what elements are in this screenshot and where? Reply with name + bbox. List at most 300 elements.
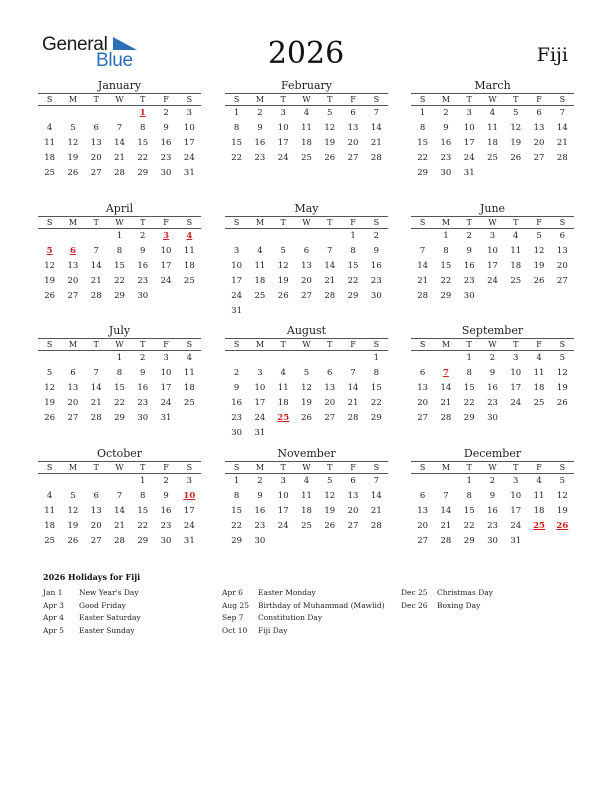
day-cell: 7 (559, 108, 566, 118)
day-cell: 16 (370, 261, 382, 271)
day-cell: 30 (231, 428, 243, 438)
holiday-entry (43, 625, 141, 638)
day-cell: 11 (44, 138, 56, 148)
empty-day-cell (341, 304, 364, 319)
day-cell: 26 (67, 168, 79, 178)
day-cell: 19 (556, 506, 568, 516)
day-cell: 16 (254, 138, 266, 148)
holiday-name: New Year's Day (79, 588, 139, 597)
day-cell: 4 (46, 123, 53, 133)
day-cell: 29 (231, 536, 243, 546)
day-cell: 16 (487, 506, 498, 516)
weekday-header: S (38, 217, 61, 229)
day-cell: 28 (114, 168, 125, 178)
empty-day-cell (434, 474, 457, 490)
month-table (225, 93, 388, 166)
calendar-year: 2026 (267, 36, 345, 71)
empty-day-cell (341, 426, 364, 441)
weekday-header: W (108, 339, 131, 351)
day-cell: 18 (533, 506, 545, 516)
day-cell: 24 (254, 413, 266, 423)
week-row (225, 259, 388, 274)
month-name: April (105, 202, 134, 215)
day-cell: 9 (233, 383, 240, 393)
day-cell: 7 (93, 246, 99, 256)
week-row (411, 474, 574, 490)
day-cell: 3 (186, 476, 193, 486)
week-row (225, 396, 388, 411)
week-row (225, 244, 388, 259)
day-cell: 25 (487, 153, 498, 163)
week-row (38, 534, 201, 549)
holiday-day-cell: 25 (277, 413, 290, 423)
day-cell: 10 (254, 383, 266, 393)
weekday-header: S (38, 94, 61, 106)
day-cell: 29 (114, 413, 125, 423)
week-row (38, 121, 201, 136)
holiday-name: Fiji Day (258, 625, 288, 635)
day-cell: 21 (90, 398, 102, 408)
empty-day-cell (85, 106, 108, 122)
day-cell: 6 (559, 231, 566, 241)
day-cell: 6 (303, 246, 310, 256)
week-row (38, 351, 201, 367)
month-august (225, 324, 388, 441)
month-table (411, 338, 574, 426)
day-cell: 16 (160, 506, 172, 516)
holiday-entry (401, 587, 493, 600)
month-january (38, 79, 201, 181)
weekday-header: W (481, 462, 504, 474)
empty-day-cell (225, 229, 248, 245)
day-cell: 8 (140, 491, 146, 501)
day-cell: 1 (233, 108, 240, 118)
day-cell: 11 (254, 261, 266, 271)
day-cell: 6 (93, 123, 99, 133)
day-cell: 22 (137, 153, 149, 163)
day-cell: 2 (140, 231, 146, 241)
day-cell: 18 (183, 261, 195, 271)
week-row (225, 474, 388, 490)
holiday-day-cell: 25 (533, 521, 545, 531)
day-cell: 21 (347, 398, 359, 408)
week-row (225, 304, 388, 319)
day-cell: 31 (510, 536, 522, 546)
day-cell: 9 (140, 246, 146, 256)
day-cell: 7 (116, 123, 123, 133)
day-cell: 27 (417, 536, 429, 546)
weekday-header: M (61, 94, 84, 106)
week-row (411, 289, 574, 304)
empty-day-cell (61, 229, 84, 245)
week-row (411, 534, 574, 549)
empty-day-cell (38, 229, 61, 245)
day-cell: 29 (137, 168, 149, 178)
weekday-header: W (481, 94, 504, 106)
day-cell: 12 (556, 491, 568, 501)
weekday-header: T (272, 339, 295, 351)
day-cell: 28 (556, 153, 568, 163)
day-cell: 29 (137, 536, 149, 546)
week-row (411, 229, 574, 245)
day-cell: 8 (466, 491, 472, 501)
day-cell: 26 (277, 291, 289, 301)
empty-day-cell (318, 426, 341, 441)
month-march (411, 79, 574, 181)
week-row (38, 289, 201, 304)
empty-day-cell (61, 351, 84, 367)
empty-day-cell (504, 166, 527, 181)
day-cell: 4 (303, 108, 310, 118)
day-cell: 10 (487, 246, 498, 256)
day-cell: 18 (301, 506, 312, 516)
week-row (411, 396, 574, 411)
day-cell: 15 (114, 383, 125, 393)
holiday-entry (222, 625, 385, 638)
holiday-date: Apr 5 (43, 625, 64, 635)
day-cell: 11 (44, 506, 56, 516)
day-cell: 17 (510, 383, 522, 393)
day-cell: 28 (90, 413, 102, 423)
day-cell: 10 (463, 123, 475, 133)
day-cell: 28 (417, 291, 429, 301)
day-cell: 28 (370, 521, 382, 531)
day-cell: 22 (231, 521, 243, 531)
day-cell: 20 (347, 138, 359, 148)
weekday-header: F (527, 462, 550, 474)
weekday-header: M (434, 217, 457, 229)
week-row (225, 274, 388, 289)
week-row (225, 519, 388, 534)
weekday-header: S (225, 462, 248, 474)
day-cell: 9 (257, 123, 263, 133)
day-cell: 3 (257, 368, 263, 378)
day-cell: 4 (536, 476, 542, 486)
day-cell: 20 (67, 398, 79, 408)
day-cell: 12 (533, 246, 545, 256)
week-row (411, 519, 574, 534)
month-name: October (96, 447, 143, 460)
week-row (225, 534, 388, 549)
week-row (38, 474, 201, 490)
day-cell: 19 (533, 261, 545, 271)
empty-day-cell (365, 304, 388, 319)
day-cell: 2 (489, 353, 496, 363)
week-row (411, 166, 574, 181)
day-cell: 26 (44, 291, 56, 301)
logo-word-general: General (42, 34, 108, 55)
day-cell: 17 (183, 138, 195, 148)
empty-day-cell (154, 289, 177, 304)
day-cell: 12 (67, 506, 79, 516)
day-cell: 1 (233, 476, 240, 486)
day-cell: 7 (443, 491, 449, 501)
day-cell: 26 (44, 413, 56, 423)
day-cell: 5 (559, 476, 566, 486)
empty-day-cell (365, 426, 388, 441)
weekday-header: S (225, 339, 248, 351)
weekday-header: M (434, 339, 457, 351)
holiday-date: Jan 1 (43, 588, 63, 597)
week-row (38, 504, 201, 519)
day-cell: 17 (510, 506, 522, 516)
holiday-name: Birthday of Muhammad (Mawlid) (258, 600, 385, 610)
weekday-header: S (411, 339, 434, 351)
holiday-day-cell: 6 (69, 246, 76, 256)
empty-day-cell (411, 229, 434, 245)
day-cell: 14 (90, 261, 102, 271)
day-cell: 15 (231, 506, 243, 516)
weekday-header: S (178, 94, 201, 106)
day-cell: 25 (183, 398, 195, 408)
day-cell: 25 (254, 291, 266, 301)
weekday-header: T (85, 462, 108, 474)
day-cell: 8 (466, 368, 472, 378)
day-cell: 25 (301, 521, 312, 531)
day-cell: 13 (347, 491, 359, 501)
holiday-entry (43, 587, 141, 600)
month-december (411, 447, 574, 549)
empty-day-cell (272, 426, 295, 441)
empty-day-cell (272, 534, 295, 549)
day-cell: 24 (183, 153, 195, 163)
day-cell: 9 (489, 368, 496, 378)
day-cell: 1 (419, 108, 426, 118)
day-cell: 8 (443, 246, 449, 256)
empty-day-cell (318, 229, 341, 245)
day-cell: 19 (67, 153, 79, 163)
day-cell: 20 (90, 153, 102, 163)
holiday-name: Easter Saturday (79, 613, 141, 622)
day-cell: 21 (114, 153, 125, 163)
empty-day-cell (38, 351, 61, 367)
day-cell: 12 (324, 123, 336, 133)
weekday-header: S (178, 217, 201, 229)
holiday-day-cell: 10 (183, 491, 196, 501)
day-cell: 16 (254, 506, 266, 516)
week-row (38, 136, 201, 151)
day-cell: 12 (44, 261, 56, 271)
day-cell: 16 (137, 261, 149, 271)
day-cell: 11 (487, 123, 498, 133)
weekday-header: M (61, 462, 84, 474)
weekday-header: F (341, 462, 364, 474)
weekday-header: S (178, 339, 201, 351)
day-cell: 27 (347, 521, 359, 531)
month-table (225, 216, 388, 319)
week-row (225, 106, 388, 122)
day-cell: 10 (160, 246, 172, 256)
day-cell: 29 (370, 413, 382, 423)
day-cell: 19 (67, 521, 79, 531)
day-cell: 15 (370, 383, 382, 393)
day-cell: 27 (556, 276, 568, 286)
week-row (225, 121, 388, 136)
empty-day-cell (504, 411, 527, 426)
day-cell: 21 (440, 398, 452, 408)
day-cell: 5 (280, 246, 286, 256)
day-cell: 22 (440, 276, 452, 286)
empty-day-cell (551, 411, 574, 426)
empty-day-cell (527, 166, 550, 181)
weekday-header: S (551, 462, 574, 474)
weekday-header: S (551, 339, 574, 351)
day-cell: 27 (417, 413, 429, 423)
day-cell: 10 (183, 123, 195, 133)
day-cell: 5 (513, 108, 519, 118)
month-name: February (281, 79, 332, 92)
month-table (411, 216, 574, 304)
weekday-header: F (527, 94, 550, 106)
day-cell: 21 (90, 276, 102, 286)
day-cell: 24 (510, 398, 522, 408)
day-cell: 12 (277, 261, 289, 271)
day-cell: 30 (137, 413, 149, 423)
day-cell: 11 (533, 368, 545, 378)
empty-day-cell (318, 304, 341, 319)
day-cell: 13 (556, 246, 568, 256)
day-cell: 22 (231, 153, 243, 163)
day-cell: 17 (254, 398, 266, 408)
holiday-name: Easter Sunday (79, 625, 135, 635)
week-row (411, 411, 574, 426)
month-name: September (461, 324, 524, 337)
day-cell: 30 (254, 536, 266, 546)
day-cell: 9 (140, 368, 146, 378)
day-cell: 6 (93, 491, 99, 501)
day-cell: 31 (160, 413, 172, 423)
day-cell: 22 (417, 153, 429, 163)
day-cell: 6 (327, 368, 333, 378)
weekday-header: S (38, 462, 61, 474)
weekday-header: F (527, 339, 550, 351)
empty-day-cell (365, 534, 388, 549)
day-cell: 24 (487, 276, 498, 286)
day-cell: 2 (163, 476, 169, 486)
holiday-name: Boxing Day (437, 600, 481, 610)
week-row (38, 244, 201, 259)
day-cell: 9 (163, 123, 169, 133)
day-cell: 24 (160, 276, 172, 286)
day-cell: 30 (370, 291, 382, 301)
day-cell: 28 (440, 536, 452, 546)
empty-day-cell (272, 351, 295, 367)
holiday-date: Dec 26 (401, 600, 428, 610)
month-table (411, 93, 574, 181)
weekday-header: W (108, 462, 131, 474)
day-cell: 14 (440, 383, 452, 393)
day-cell: 19 (556, 383, 568, 393)
day-cell: 29 (440, 291, 452, 301)
day-cell: 8 (350, 246, 356, 256)
weekday-header: S (178, 462, 201, 474)
country-name: Fiji (536, 44, 568, 66)
day-cell: 10 (160, 368, 172, 378)
day-cell: 2 (466, 231, 472, 241)
month-table (38, 93, 201, 181)
day-cell: 5 (536, 231, 542, 241)
day-cell: 11 (277, 383, 289, 393)
weekday-header: T (272, 462, 295, 474)
empty-day-cell (38, 106, 61, 122)
day-cell: 2 (140, 353, 146, 363)
day-cell: 30 (487, 413, 498, 423)
day-cell: 27 (90, 536, 102, 546)
day-cell: 13 (417, 506, 429, 516)
day-cell: 8 (373, 368, 380, 378)
day-cell: 25 (44, 536, 56, 546)
week-row (411, 366, 574, 381)
day-cell: 5 (303, 368, 310, 378)
day-cell: 6 (536, 108, 542, 118)
day-cell: 26 (556, 398, 568, 408)
weekday-header: T (318, 94, 341, 106)
empty-day-cell (411, 351, 434, 367)
empty-day-cell (527, 289, 550, 304)
day-cell: 13 (533, 123, 545, 133)
empty-day-cell (85, 474, 108, 490)
month-february (225, 79, 388, 166)
day-cell: 27 (67, 413, 79, 423)
day-cell: 24 (277, 521, 289, 531)
day-cell: 20 (556, 261, 568, 271)
weekday-header: T (318, 339, 341, 351)
day-cell: 7 (373, 476, 380, 486)
holiday-entry (401, 600, 493, 613)
weekday-header: T (504, 94, 527, 106)
day-cell: 17 (160, 383, 172, 393)
day-cell: 7 (93, 368, 99, 378)
weekday-header: W (108, 94, 131, 106)
day-cell: 25 (533, 398, 545, 408)
weekday-header: T (85, 339, 108, 351)
day-cell: 3 (163, 353, 169, 363)
day-cell: 19 (277, 276, 289, 286)
day-cell: 7 (327, 246, 333, 256)
day-cell: 12 (67, 138, 79, 148)
day-cell: 9 (489, 491, 496, 501)
weekday-header: M (434, 462, 457, 474)
holiday-day-cell: 3 (163, 231, 169, 241)
day-cell: 18 (44, 153, 56, 163)
holiday-name: Good Friday (79, 600, 126, 610)
day-cell: 17 (487, 261, 498, 271)
week-row (411, 381, 574, 396)
empty-day-cell (551, 289, 574, 304)
day-cell: 14 (417, 261, 429, 271)
day-cell: 31 (231, 306, 243, 316)
day-cell: 31 (463, 168, 475, 178)
day-cell: 25 (183, 276, 195, 286)
day-cell: 14 (370, 123, 382, 133)
day-cell: 12 (510, 123, 522, 133)
month-june (411, 202, 574, 304)
week-row (38, 489, 201, 504)
day-cell: 28 (324, 291, 336, 301)
day-cell: 13 (347, 123, 359, 133)
week-row (411, 274, 574, 289)
day-cell: 31 (183, 536, 195, 546)
day-cell: 12 (324, 491, 336, 501)
day-cell: 16 (463, 261, 475, 271)
day-cell: 1 (443, 231, 449, 241)
day-cell: 17 (160, 261, 172, 271)
day-cell: 28 (114, 536, 125, 546)
day-cell: 8 (140, 123, 146, 133)
day-cell: 14 (90, 383, 102, 393)
day-cell: 26 (324, 521, 336, 531)
day-cell: 13 (67, 383, 79, 393)
